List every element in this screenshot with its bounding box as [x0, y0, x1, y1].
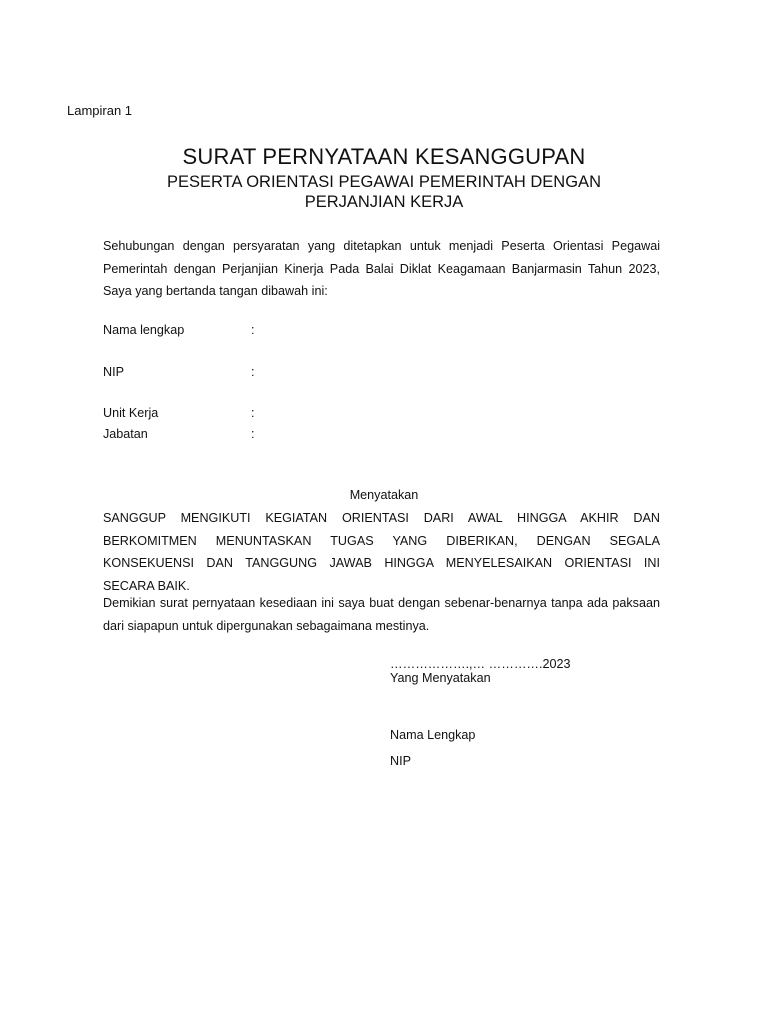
field-colon-position: : — [251, 427, 255, 441]
closing-paragraph: Demikian surat pernyataan kesediaan ini saya buat dengan sebenar-benarnya tanpa ada paksaan dari siapapun untuk dipergunakan sebagaimana mestinya. — [103, 596, 660, 633]
field-label-name: Nama lengkap — [103, 323, 185, 337]
signature-nip-label: NIP — [390, 754, 411, 768]
field-colon-nip: : — [251, 365, 255, 379]
field-label-position: Jabatan — [103, 427, 148, 441]
document-title: SURAT PERNYATAAN KESANGGUPAN — [182, 144, 586, 169]
field-label-nip: NIP — [103, 365, 124, 379]
field-colon-name: : — [251, 323, 255, 337]
place-date-line: ……………….,… ………….2023 — [390, 657, 571, 671]
statement-line-1: SANGGUP MENGIKUTI KEGIATAN ORIENTASI DARI AWAL HINGGA AKHIR DAN — [103, 511, 660, 525]
attachment-label: Lampiran 1 — [67, 103, 133, 118]
subtitle-line-1: PESERTA ORIENTASI PEGAWAI PEMERINTAH DENGAN — [167, 173, 601, 191]
intro-paragraph: Sehubungan dengan persyaratan yang ditetapkan untuk menjadi Peserta Orientasi Pegawai Pemerintah dengan Perjanjian Kinerja Pada Balai Diklat Keagamaan Banjarmasin Tahun 2023, Saya yang bertanda tangan dibawah ini: — [103, 239, 660, 298]
statement-line-2: BERKOMITMEN MENUNTASKAN TUGAS YANG DIBERIKAN, DENGAN SEGALA — [103, 533, 660, 548]
document-subtitle — [0, 172, 768, 212]
statement-paragraph — [103, 507, 660, 597]
subtitle-line-2: PERJANJIAN KERJA — [304, 193, 464, 211]
field-label-unit: Unit Kerja — [103, 406, 159, 420]
field-colon-unit: : — [251, 406, 255, 420]
statement-line-3: KONSEKUENSI DAN TANGGUNG JAWAB HINGGA MENYELESAIKAN ORIENTASI INI — [103, 556, 660, 570]
declarant-label: Yang Menyatakan — [390, 671, 491, 685]
signature-name-label: Nama Lengkap — [390, 728, 476, 742]
statement-line-4: SECARA BAIK. — [103, 578, 190, 593]
declares-heading: Menyatakan — [349, 488, 419, 502]
